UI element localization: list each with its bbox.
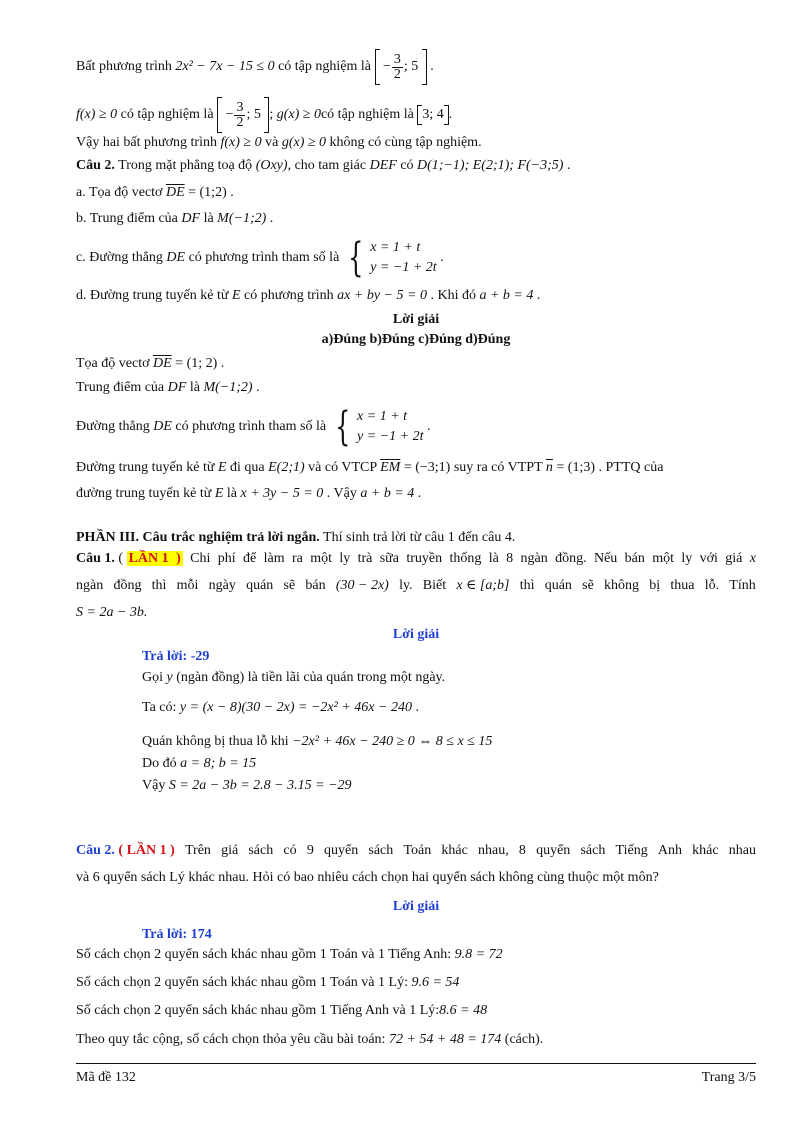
solution-line-2: Trung điểm của DF là M(−1;2) . bbox=[76, 380, 260, 395]
word: truyền bbox=[406, 551, 443, 566]
word: để bbox=[243, 551, 257, 566]
word: sữa bbox=[379, 551, 399, 566]
exam-code: Mã đề 132 bbox=[76, 1070, 136, 1085]
answer-key: a)Đúng b)Đúng c)Đúng d)Đúng bbox=[321, 332, 511, 347]
solution-line-3: Đường thẳng DE có phương trình tham số là { x = 1 + t y = −1 + 2t . bbox=[76, 403, 431, 450]
word: Nếu bbox=[593, 551, 618, 566]
solution-interval: − $\frac{3}{2}$ ; 5 bbox=[375, 49, 427, 85]
word: khác bbox=[692, 843, 719, 858]
fx-interval: − $\frac{3}{2}$ ; 5 bbox=[217, 97, 269, 133]
word: quán bbox=[246, 578, 274, 593]
statement-a: a. Tọa độ vectơ $\overline{DE}$ = (1;2) . bbox=[76, 185, 234, 200]
word: quán bbox=[544, 578, 572, 593]
word: thống bbox=[449, 551, 482, 566]
word: bán bbox=[305, 578, 326, 593]
solution-line-1: Tọa độ vectơ $\overline{DE} = (1$; 2) . bbox=[76, 356, 225, 371]
word: phí bbox=[217, 551, 236, 566]
word: một bbox=[310, 551, 332, 566]
word: Tính bbox=[729, 578, 756, 593]
word: với bbox=[699, 551, 718, 566]
word: thua bbox=[670, 578, 695, 593]
word: 8 bbox=[518, 843, 526, 858]
parametric-system: { x = 1 + t y = −1 + 2t bbox=[347, 234, 437, 281]
solution-title-q2: Lời giải bbox=[392, 899, 440, 914]
word: sẽ bbox=[283, 578, 296, 593]
word: ly. bbox=[399, 578, 413, 593]
question-2-part3-statement: Câu 2. ( LẦN 1 ) Trên giá sách có 9 quyển sách Toán khác nhau, 8 quyển sách Tiếng Anh khác nhau và 6 quyển sách Lý khác nhau. Hỏi có bao nhiêu cách chọn hai quyển sách không cùng thuộc một môn? bbox=[76, 843, 756, 885]
q1-solution-line-1: Gọi y (ngàn đồng) là tiền lãi của quán trong một ngày. bbox=[142, 670, 446, 685]
page-number: Trang 3/5 bbox=[701, 1070, 756, 1085]
word: thì bbox=[151, 578, 167, 593]
attempt-tag: LẦN 1 bbox=[128, 551, 169, 566]
parametric-system-solution: { x = 1 + t y = −1 + 2t bbox=[334, 403, 424, 450]
word: sách bbox=[248, 843, 274, 858]
solution-title: Lời giải bbox=[392, 312, 440, 327]
word: Toán bbox=[403, 843, 432, 858]
word: 8 bbox=[506, 551, 514, 566]
q2-solution-line-3: Số cách chọn 2 quyển sách khác nhau gồm 1 Tiếng Anh và 1 Lý:8.6 = 48 bbox=[76, 1003, 488, 1018]
word: Biết bbox=[422, 578, 447, 593]
inequality-solution-line: Bất phương trình 2x² − 7x − 15 ≤ 0 có tập nghiệm là − $\frac{3}{2}$ ; 5 . bbox=[76, 49, 434, 85]
document-page bbox=[76, 0, 756, 1122]
word: ngàn bbox=[76, 578, 104, 593]
word: có bbox=[283, 843, 297, 858]
statement-c: c. Đường thẳng DE có phương trình tham số là { x = 1 + t y = −1 + 2t . bbox=[76, 234, 444, 281]
fx-gx-solution-line: f(x) ≥ 0 có tập nghiệm là − $\frac{3}{2}$ ; 5 ; g(x) ≥ 0có tập nghiệm là 3; 4 . bbox=[76, 97, 452, 133]
page-footer bbox=[76, 1063, 756, 1085]
word: quyển bbox=[323, 843, 359, 858]
solution-title-q1: Lời giải bbox=[392, 627, 440, 642]
question-2-statement: Câu 2. Trong mặt phẳng toạ độ (Oxy), cho tam giác DEF có D(1;−1); E(2;1); F(−3;5) . bbox=[76, 158, 571, 173]
statement-d: d. Đường trung tuyến kẻ từ E có phương trình ax + by − 5 = 0 . Khi đó a + b = 4 . bbox=[76, 288, 541, 303]
word: bị bbox=[649, 578, 661, 593]
word: x ∈ [a;b] bbox=[456, 578, 510, 593]
word: sách bbox=[368, 843, 394, 858]
statement-b: b. Trung điểm của DF là M(−1;2) . bbox=[76, 211, 274, 226]
word: bán bbox=[624, 551, 645, 566]
word: (30 − 2x) bbox=[335, 578, 389, 593]
word: mỗi bbox=[176, 578, 199, 593]
word: khác bbox=[441, 843, 468, 858]
word: x bbox=[749, 551, 756, 566]
q1-solution-line-5: Vậy S = 2a − 3b = 2.8 − 3.15 = −29 bbox=[142, 778, 352, 793]
word: Trên bbox=[184, 843, 211, 858]
word: đồng bbox=[113, 578, 142, 593]
word: ly bbox=[681, 551, 693, 566]
word: Tiếng bbox=[615, 843, 648, 858]
answer-q2: Trả lời: 174 bbox=[142, 927, 212, 942]
q1-solution-line-2: Ta có: y = (x − 8)(30 − 2x) = −2x² + 46x − 240 . bbox=[142, 700, 419, 715]
solution-line-4b: đường trung tuyến kẻ từ E là x + 3y − 5 = 0 . Vậy a + b = 4 . bbox=[76, 486, 422, 501]
word: ly bbox=[339, 551, 351, 566]
word: sách bbox=[580, 843, 606, 858]
q1-solution-line-4: Do đó a = 8; b = 15 bbox=[142, 756, 257, 771]
word: giá bbox=[725, 551, 743, 566]
q2-solution-line-2: Số cách chọn 2 quyển sách khác nhau gồm 1 Toán và 1 Lý: 9.6 = 54 bbox=[76, 975, 460, 990]
word: giá bbox=[221, 843, 239, 858]
word: đồng. bbox=[555, 551, 587, 566]
word: một bbox=[652, 551, 675, 566]
conclusion-line: Vậy hai bất phương trình f(x) ≥ 0 và g(x) ≥ 0 không có cùng tập nghiệm. bbox=[76, 135, 482, 150]
question-1-statement: Câu 1. ( LẦN 1 ) Chi phí để làm ra một ly trà sữa truyền thống là 8 ngàn đồng. Nếu bán một ly với giá x ngàn đồng thì mỗi ngày quán sẽ bán (30 − 2x) ly. Biết x ∈ [a;b] thì quán sẽ không bị thua lỗ. Tính S = 2a − 3b. bbox=[76, 551, 756, 620]
answer-q1: Trả lời: -29 bbox=[142, 649, 210, 664]
word: thì bbox=[519, 578, 535, 593]
solution-line-4a: Đường trung tuyến kẻ từ E đi qua E(2;1) và có VTCP $\overline{EM}$ = (−3;1) suy ra có VTPT $\overline{n}$ = (1;3) . PTTQ của bbox=[76, 460, 664, 475]
q2-solution-line-4: Theo quy tắc cộng, số cách chọn thỏa yêu cầu bài toán: 72 + 54 + 48 = 174 (cách). bbox=[76, 1032, 544, 1047]
word: 9 bbox=[306, 843, 314, 858]
word: Chi bbox=[190, 551, 211, 566]
word: quyển bbox=[536, 843, 571, 858]
word: Anh bbox=[657, 843, 682, 858]
q2-solution-line-1: Số cách chọn 2 quyển sách khác nhau gồm 1 Toán và 1 Tiếng Anh: 9.8 = 72 bbox=[76, 947, 503, 962]
q1-solution-line-3: Quán không bị thua lỗ khi −2x² + 46x − 240 ≥ 0 ⇔ 8 ≤ x ≤ 15 bbox=[142, 734, 493, 749]
word: làm bbox=[263, 551, 285, 566]
attempt-tag-2: ( LẦN 1 ) bbox=[118, 843, 175, 858]
word: sẽ bbox=[582, 578, 594, 593]
word: ngày bbox=[208, 578, 236, 593]
word: ra bbox=[291, 551, 303, 566]
word: trà bbox=[357, 551, 373, 566]
word: lỗ. bbox=[704, 578, 720, 593]
word: là bbox=[488, 551, 499, 566]
part-3-heading: PHẦN III. Câu trắc nghiệm trả lời ngắn. Thí sinh trả lời từ câu 1 đến câu 4. bbox=[76, 530, 516, 545]
word: ngàn bbox=[520, 551, 548, 566]
word: nhau bbox=[728, 843, 756, 858]
word: nhau, bbox=[478, 843, 509, 858]
word: không bbox=[604, 578, 640, 593]
